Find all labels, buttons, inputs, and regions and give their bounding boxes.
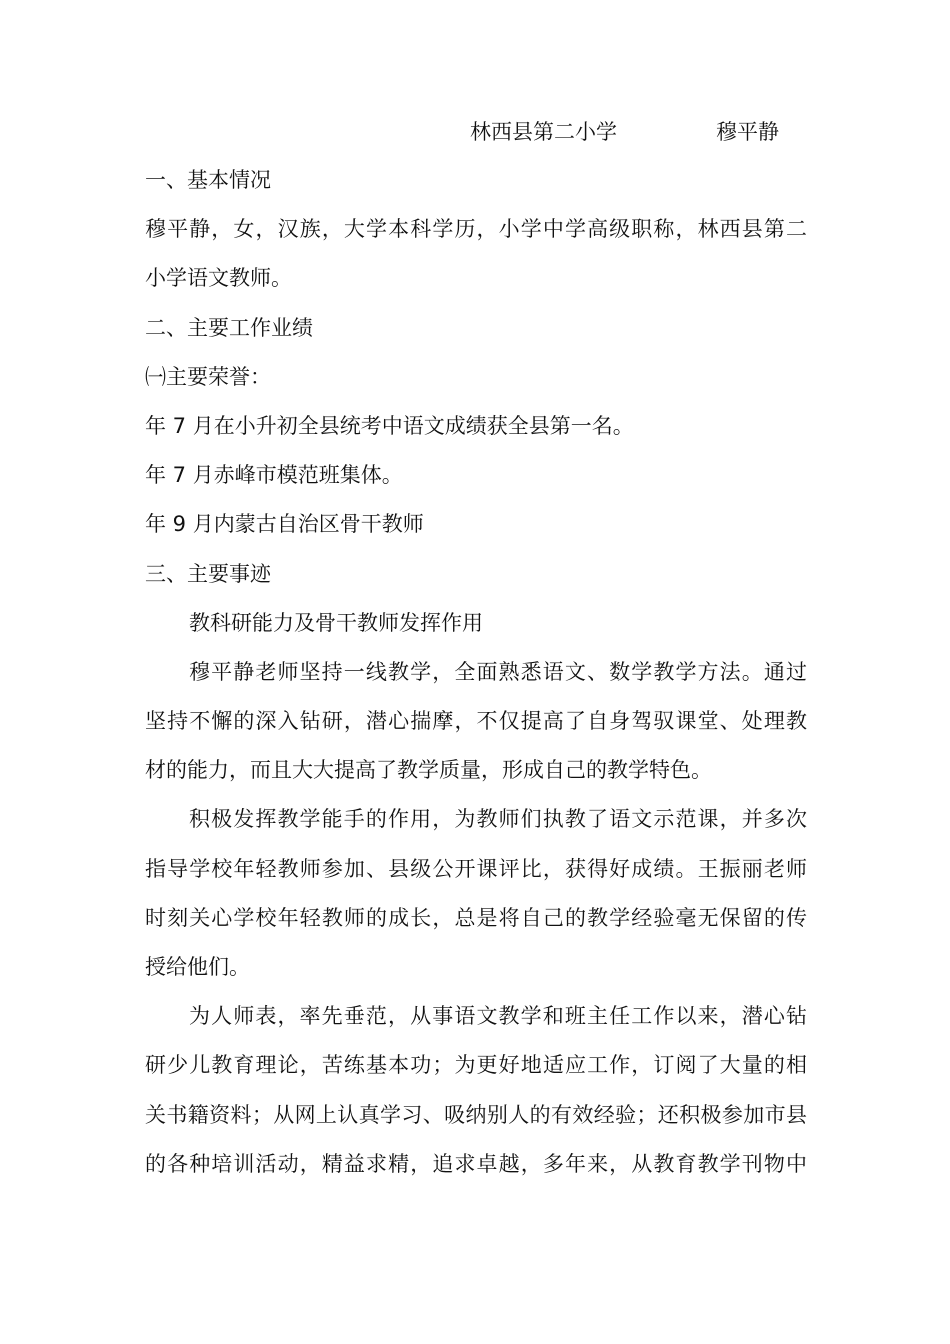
section-heading-basic: 一、基本情况: [145, 168, 271, 192]
school-name: 林西县第二小学: [470, 120, 617, 144]
deeds-subheading: 教科研能力及骨干教师发挥作用: [189, 610, 483, 635]
paragraph-line: 授给他们。: [145, 955, 250, 979]
paragraph-3: [145, 998, 807, 1195]
honors-heading: ㈠主要荣誉：: [145, 364, 271, 389]
paragraph-line: 坚持不懈的深入钻研，潜心揣摩，不仅提高了自身驾驭课堂、处理教: [145, 709, 807, 734]
author-name: 穆平静: [716, 120, 779, 144]
paragraph-line: 关书籍资料；从网上认真学习、吸纳别人的有效经验；还积极参加市县: [145, 1102, 807, 1127]
paragraph-2: [145, 801, 807, 998]
paragraph-line: 研少儿教育理论，苦练基本功；为更好地适应工作，订阅了大量的相: [145, 1053, 807, 1078]
honor-item-2: 年 7 月赤峰市模范班集体。: [145, 463, 403, 488]
basic-info-line-1: 穆平静，女，汉族，大学本科学历，小学中学高级职称，林西县第二: [145, 217, 807, 242]
paragraph-1: [145, 654, 807, 802]
paragraph-line: 时刻关心学校年轻教师的成长，总是将自己的教学经验毫无保留的传: [145, 905, 807, 930]
honor-item-3: 年 9 月内蒙古自治区骨干教师: [145, 512, 424, 537]
basic-info-line-2: 小学语文教师。: [145, 266, 292, 291]
section-heading-deeds: 三、主要事迹: [145, 561, 271, 586]
paragraph-line: 积极发挥教学能手的作用，为教师们执教了语文示范课，并多次: [189, 807, 807, 832]
document-header: [470, 116, 779, 148]
document-body: [145, 162, 807, 1195]
paragraph-line: 穆平静老师坚持一线教学，全面熟悉语文、数学教学方法。通过: [189, 659, 807, 684]
paragraph-line: 为人师表，率先垂范，从事语文教学和班主任工作以来，潜心钻: [189, 1004, 807, 1029]
paragraph-line: 材的能力，而且大大提高了教学质量，形成自己的教学特色。: [145, 758, 712, 783]
paragraph-line: 指导学校年轻教师参加、县级公开课评比，获得好成绩。王振丽老师: [145, 856, 807, 881]
paragraph-line: 的各种培训活动，精益求精，追求卓越，多年来，从教育教学刊物中: [145, 1151, 807, 1176]
section-heading-achievements: 二、主要工作业绩: [145, 315, 313, 340]
honor-item-1: 年 7 月在小升初全县统考中语文成绩获全县第一名。: [145, 413, 634, 438]
